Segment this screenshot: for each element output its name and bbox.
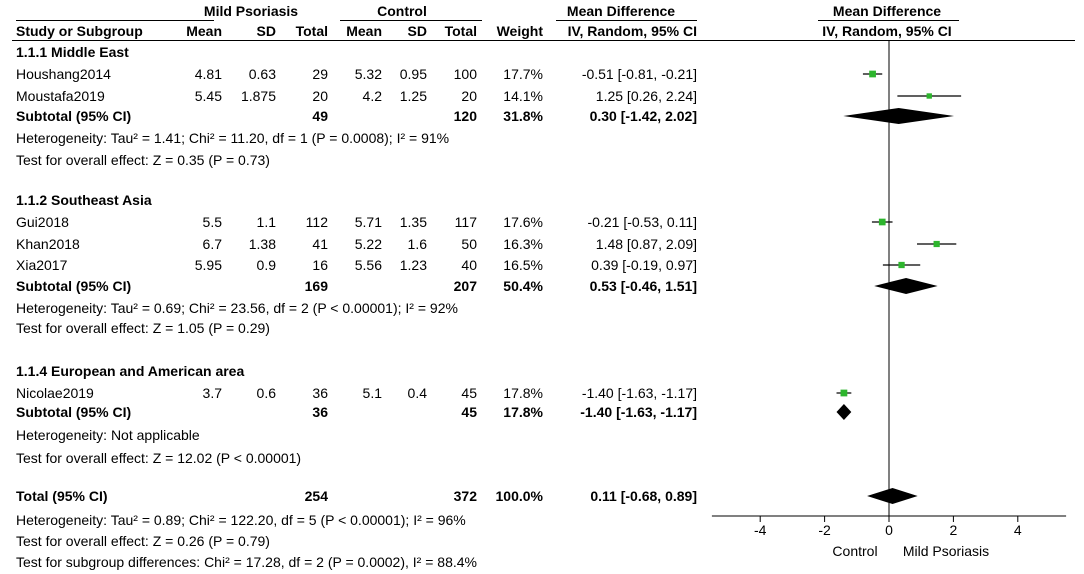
- header-mean-difference-plot: Mean Difference: [832, 3, 942, 19]
- subtotal-ci: 0.30 [-1.42, 2.02]: [589, 108, 697, 124]
- col-study: Study or Subgroup: [16, 23, 143, 39]
- subtotal-total2: 120: [453, 108, 477, 124]
- study-mean2: 5.32: [354, 66, 382, 82]
- subtotal-total1: 36: [312, 404, 328, 420]
- study-total2: 117: [454, 214, 477, 230]
- study-mean1: 3.7: [202, 385, 222, 401]
- heterogeneity-text: Heterogeneity: Tau² = 0.69; Chi² = 23.56, df = 2 (P < 0.00001); I² = 92%: [16, 300, 458, 316]
- overall-effect-text: Test for overall effect: Z = 1.05 (P = 0.29): [16, 320, 270, 336]
- subtotal-ci: 0.53 [-0.46, 1.51]: [589, 278, 697, 294]
- study-mean2: 5.56: [354, 257, 382, 273]
- subgroup-title: 1.1.1 Middle East: [16, 44, 129, 60]
- subgroup-title: 1.1.4 European and American area: [16, 363, 245, 379]
- study-marker: [879, 219, 886, 226]
- header-mild-psoriasis: Mild Psoriasis: [203, 3, 299, 19]
- study-sd2: 1.35: [399, 214, 427, 230]
- col-total2: Total: [444, 23, 477, 39]
- total-weight: 100.0%: [495, 488, 543, 504]
- study-marker: [927, 93, 932, 98]
- subtotal-weight: 17.8%: [503, 404, 543, 420]
- col-mean2: Mean: [346, 23, 382, 39]
- study-weight: 17.7%: [503, 66, 543, 82]
- total-diamond: [867, 488, 918, 504]
- study-sd2: 1.25: [399, 88, 427, 104]
- x-tick-label: 2: [949, 522, 958, 538]
- study-mean1: 6.7: [202, 236, 222, 252]
- study-name: Nicolae2019: [16, 385, 94, 401]
- subtotal-total2: 45: [461, 404, 477, 420]
- study-weight: 16.3%: [503, 236, 543, 252]
- axis-right-label: Mild Psoriasis: [902, 543, 990, 559]
- study-name: Houshang2014: [16, 66, 111, 82]
- study-ci: 0.39 [-0.19, 0.97]: [591, 257, 697, 273]
- study-ci: 1.25 [0.26, 2.24]: [595, 88, 697, 104]
- heterogeneity-text: Heterogeneity: Tau² = 1.41; Chi² = 11.20, df = 1 (P = 0.0008); I² = 91%: [16, 130, 450, 146]
- total-ci: 0.11 [-0.68, 0.89]: [590, 488, 697, 504]
- study-mean1: 5.95: [194, 257, 222, 273]
- study-name: Xia2017: [16, 257, 68, 273]
- study-weight: 16.5%: [503, 257, 543, 273]
- study-sd1: 0.63: [248, 66, 276, 82]
- col-ci: IV, Random, 95% CI: [567, 23, 697, 39]
- col-sd1: SD: [256, 23, 276, 39]
- study-sd1: 1.38: [248, 236, 276, 252]
- study-mean2: 5.22: [354, 236, 382, 252]
- study-marker: [869, 71, 876, 78]
- subgroup-title: 1.1.2 Southeast Asia: [16, 192, 152, 208]
- study-name: Khan2018: [16, 236, 80, 252]
- study-ci: -0.51 [-0.81, -0.21]: [581, 66, 697, 82]
- study-mean2: 5.1: [362, 385, 382, 401]
- col-mean1: Mean: [186, 23, 222, 39]
- footer-text: Heterogeneity: Tau² = 0.89; Chi² = 122.20, df = 5 (P < 0.00001); I² = 96%: [16, 512, 466, 528]
- study-ci: -0.21 [-0.53, 0.11]: [587, 214, 697, 230]
- footer-text: Test for subgroup differences: Chi² = 17.28, df = 2 (P = 0.0002), I² = 88.4%: [16, 554, 477, 570]
- study-name: Moustafa2019: [16, 88, 105, 104]
- study-sd1: 0.9: [256, 257, 276, 273]
- study-mean1: 5.5: [202, 214, 222, 230]
- study-marker: [841, 390, 848, 397]
- header-control: Control: [377, 3, 427, 19]
- study-weight: 17.8%: [503, 385, 543, 401]
- subtotal-weight: 50.4%: [503, 278, 543, 294]
- subtotal-diamond: [874, 278, 937, 294]
- col-sd2: SD: [407, 23, 427, 39]
- subtotal-ci: -1.40 [-1.63, -1.17]: [580, 404, 697, 420]
- study-total2: 40: [461, 257, 477, 273]
- subtotal-weight: 31.8%: [503, 108, 543, 124]
- study-mean2: 4.2: [362, 88, 382, 104]
- subtotal-total1: 49: [312, 108, 328, 124]
- subtotal-diamond: [837, 404, 852, 420]
- study-total2: 45: [461, 385, 477, 401]
- subtotal-total1: 169: [304, 278, 328, 294]
- col-plot-ci: IV, Random, 95% CI: [822, 23, 952, 39]
- study-ci: -1.40 [-1.63, -1.17]: [581, 385, 697, 401]
- axis-left-label: Control: [832, 543, 878, 559]
- study-marker: [934, 241, 940, 247]
- subtotal-diamond: [843, 108, 954, 124]
- study-total2: 50: [461, 236, 477, 252]
- study-mean1: 4.81: [194, 66, 222, 82]
- total-total1: 254: [304, 488, 328, 504]
- study-weight: 14.1%: [503, 88, 543, 104]
- study-marker: [898, 262, 904, 268]
- study-total1: 16: [312, 257, 328, 273]
- study-total1: 41: [312, 236, 328, 252]
- study-total1: 29: [312, 66, 328, 82]
- overall-effect-text: Test for overall effect: Z = 12.02 (P < 0.00001): [16, 450, 302, 466]
- x-tick-label: 4: [1013, 522, 1022, 538]
- x-tick-label: 0: [885, 522, 893, 538]
- study-total1: 20: [312, 88, 328, 104]
- subtotal-label: Subtotal (95% CI): [16, 278, 132, 294]
- study-sd2: 0.4: [407, 385, 427, 401]
- col-weight: Weight: [496, 23, 543, 39]
- subtotal-total2: 207: [453, 278, 477, 294]
- study-sd2: 0.95: [399, 66, 427, 82]
- study-ci: 1.48 [0.87, 2.09]: [595, 236, 697, 252]
- x-tick-label: -2: [818, 522, 831, 538]
- study-total2: 20: [461, 88, 477, 104]
- total-total2: 372: [453, 488, 477, 504]
- study-sd2: 1.6: [407, 236, 427, 252]
- study-total2: 100: [453, 66, 477, 82]
- overall-effect-text: Test for overall effect: Z = 0.35 (P = 0.73): [16, 152, 270, 168]
- subtotal-label: Subtotal (95% CI): [16, 108, 132, 124]
- heterogeneity-text: Heterogeneity: Not applicable: [16, 427, 200, 443]
- study-sd1: 0.6: [256, 385, 276, 401]
- study-total1: 112: [305, 214, 328, 230]
- study-name: Gui2018: [16, 214, 69, 230]
- study-sd1: 1.875: [240, 88, 276, 104]
- col-total1: Total: [295, 23, 328, 39]
- header-mean-difference: Mean Difference: [566, 3, 676, 19]
- study-mean1: 5.45: [194, 88, 222, 104]
- study-mean2: 5.71: [354, 214, 382, 230]
- study-weight: 17.6%: [503, 214, 543, 230]
- footer-text: Test for overall effect: Z = 0.26 (P = 0.79): [16, 533, 270, 549]
- study-sd2: 1.23: [399, 257, 427, 273]
- subtotal-label: Subtotal (95% CI): [16, 404, 132, 420]
- study-sd1: 1.1: [256, 214, 276, 230]
- x-tick-label: -4: [753, 522, 767, 538]
- study-total1: 36: [312, 385, 328, 401]
- total-label: Total (95% CI): [16, 488, 108, 504]
